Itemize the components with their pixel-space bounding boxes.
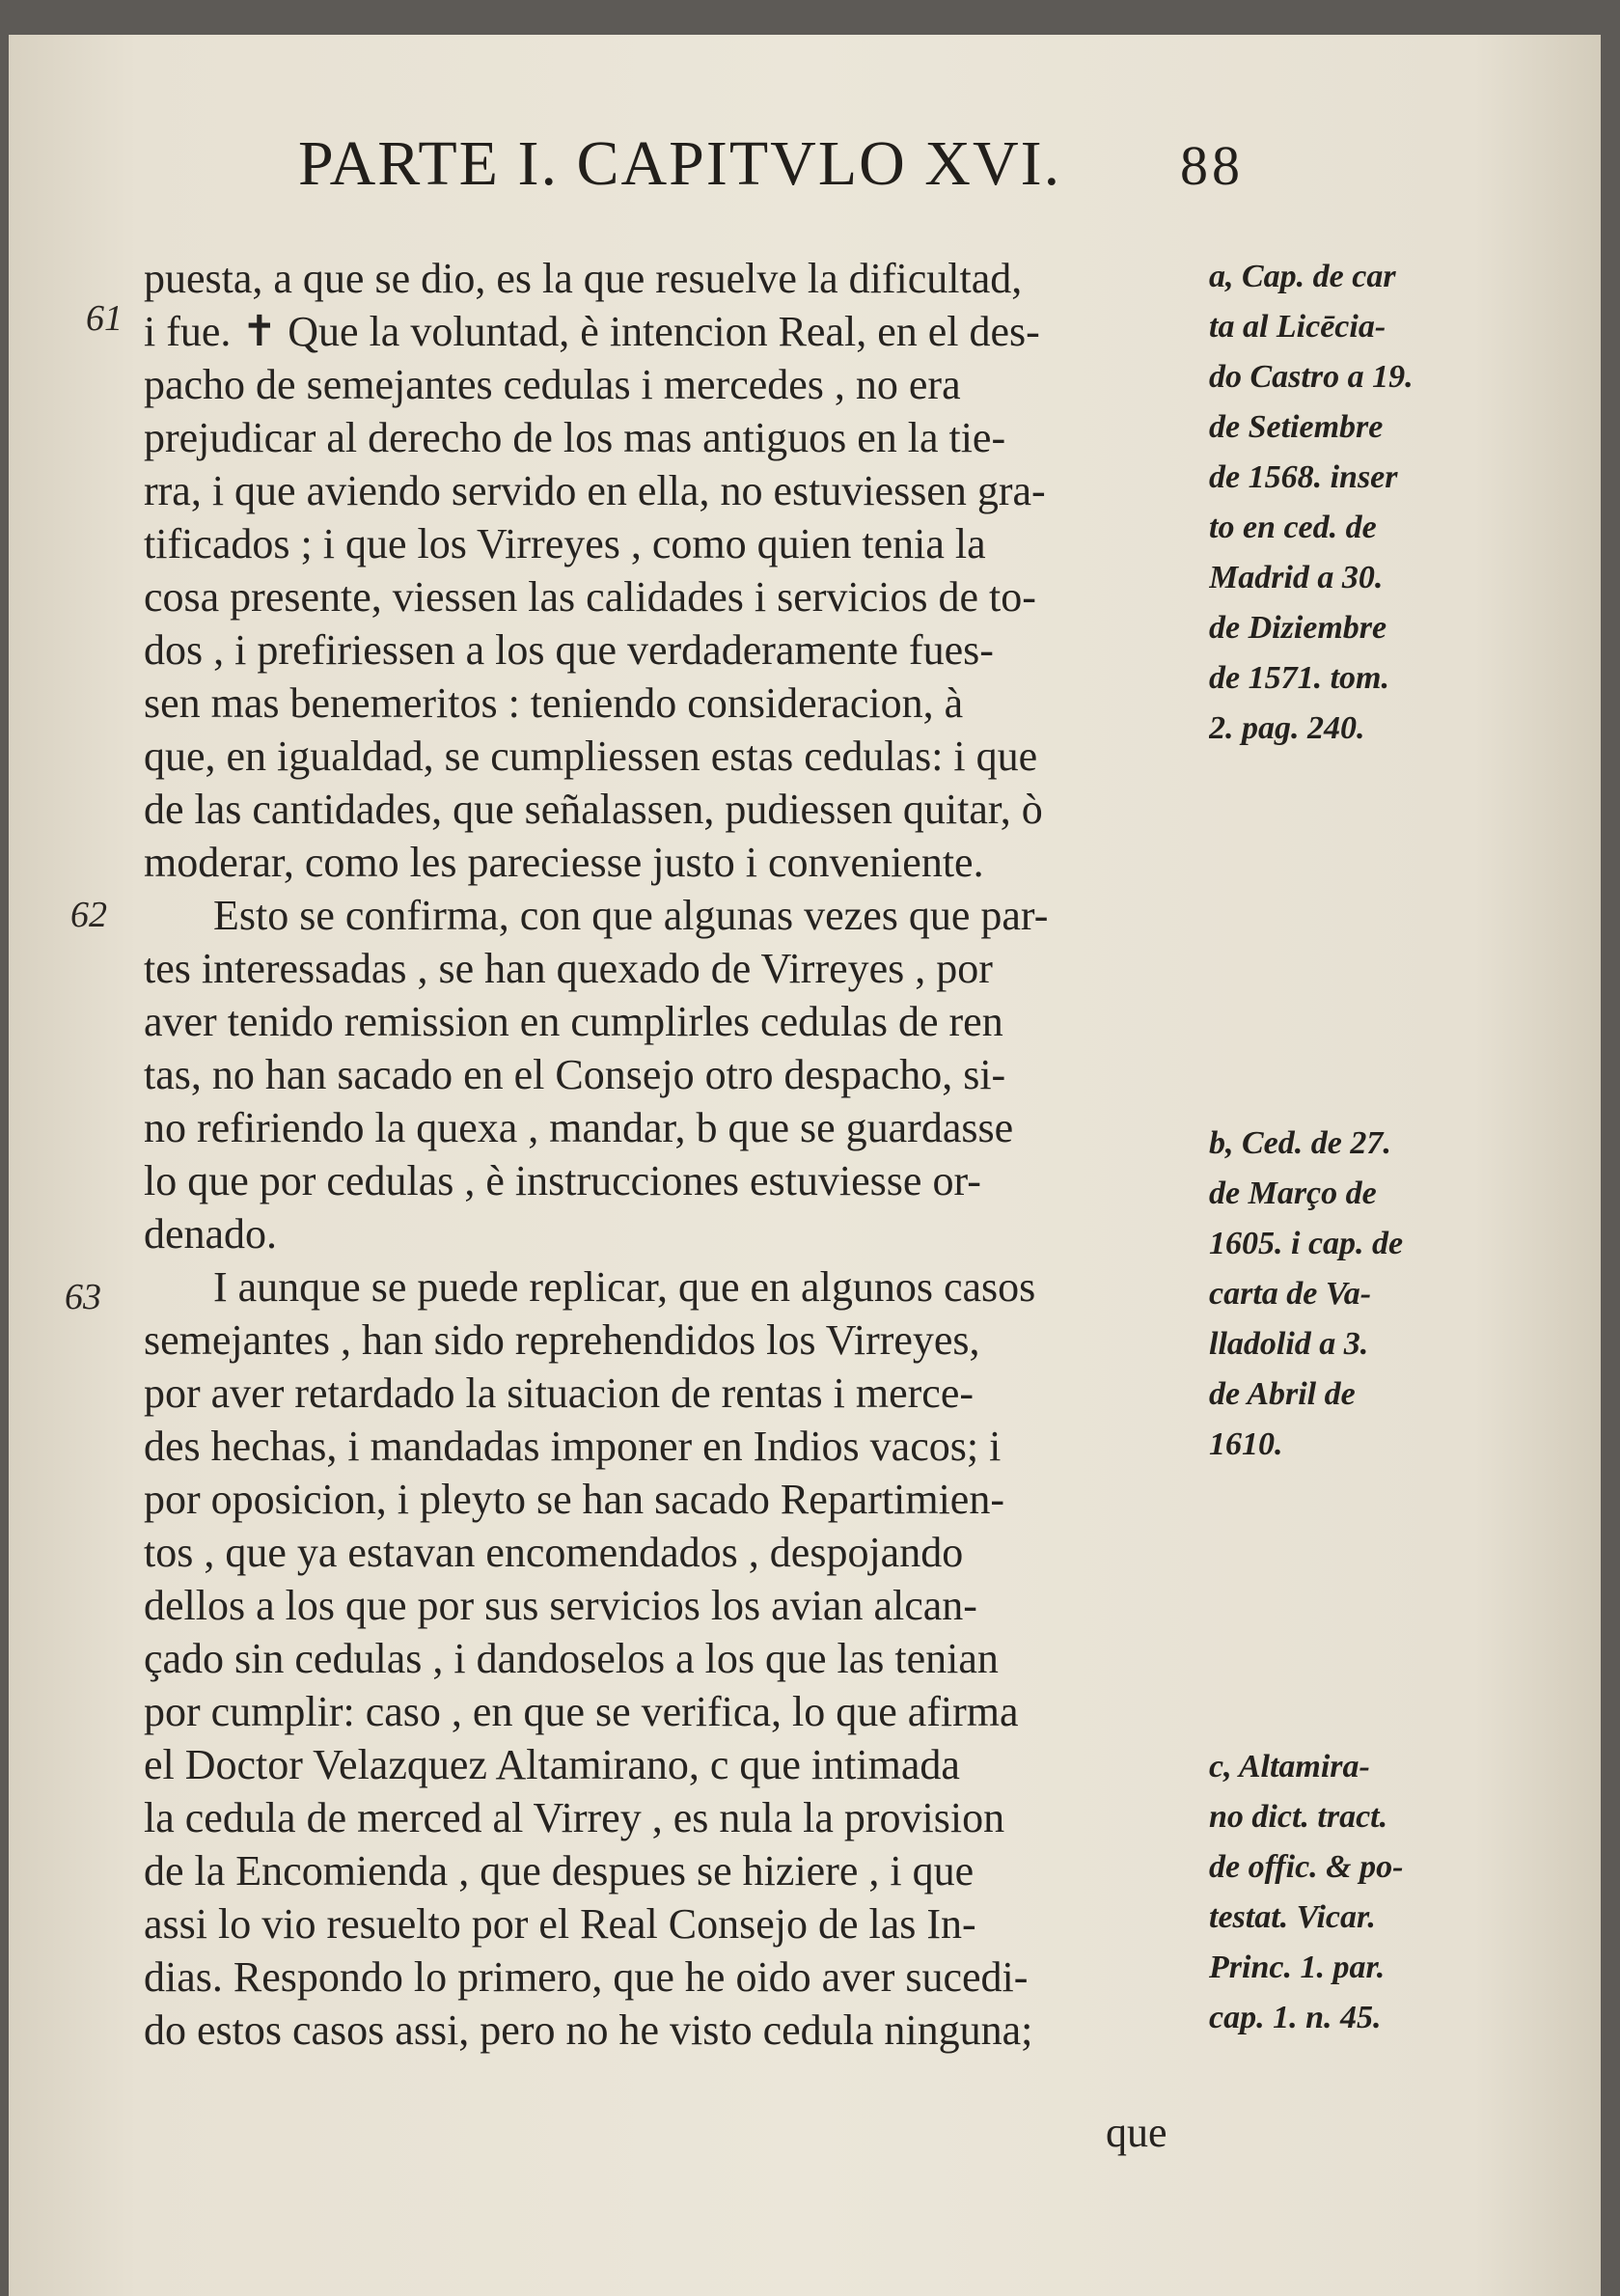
note-line: cap. 1. n. 45. [1209,2000,1382,2035]
text-line: do estos casos assi, pero no he visto cedula ninguna; [144,2006,1033,2054]
note-line: ta al Licēcia- [1209,309,1387,345]
running-title: PARTE I. CAPITVLO XVI. [298,128,1062,199]
note-line: lladolid a 3. [1209,1326,1369,1362]
folio-number: 88 [1180,134,1244,197]
text-line: dellos a los que por sus servicios los avian alcan- [144,1582,977,1629]
note-line: b, Ced. de 27. [1209,1125,1391,1161]
text-line: I aunque se puede replicar, que en algunos casos [213,1263,1036,1311]
text-line: des hechas, i mandadas imponer en Indios vacos; i [144,1423,1002,1470]
text-line: assi lo vio resuelto por el Real Consejo de las In- [144,1900,976,1948]
paragraph-number: 62 [70,895,107,935]
text-line: por oposicion, i pleyto se han sacado Repartimien- [144,1476,1004,1523]
note-line: 1610. [1209,1426,1283,1462]
note-line: Princ. 1. par. [1209,1950,1386,1985]
text-line: Esto se confirma, con que algunas vezes que par- [213,892,1049,939]
text-line: lo que por cedulas , è instrucciones estuviesse or- [144,1157,981,1204]
note-line: de Diziembre [1209,610,1387,646]
note-line: carta de Va- [1209,1276,1372,1312]
text-line: de las cantidades, que señalassen, pudiessen quitar, ò [144,786,1043,833]
text-line: tificados ; i que los Virreyes , como quien tenia la [144,520,986,567]
catchword: que [1106,2109,1167,2156]
note-line: no dict. tract. [1209,1799,1388,1835]
text-line: que, en igualdad, se cumpliessen estas cedulas: i que [144,733,1038,780]
text-line: el Doctor Velazquez Altamirano, c que intimada [144,1741,960,1788]
text-line: por aver retardado la situacion de rentas i merce- [144,1369,975,1417]
text-line: tes interessadas , se han quexado de Virreyes , por [144,945,993,992]
text-line: moderar, como les pareciesse justo i conveniente. [144,839,984,886]
note-line: testat. Vicar. [1209,1899,1376,1935]
text-line: çado sin cedulas , i dandoselos a los que las tenian [144,1635,999,1682]
text-line: de la Encomienda , que despues se hiziere , i que [144,1847,975,1895]
text-line: dos , i prefiriessen a los que verdaderamente fues- [144,626,994,674]
note-line: do Castro a 19. [1209,359,1414,395]
note-line: c, Altamira- [1209,1749,1370,1784]
paragraph-number: 61 [86,298,123,339]
text-line: la cedula de merced al Virrey , es nula la provision [144,1794,1005,1841]
text-line: i fue. ✝ Que la voluntad, è intencion Real, en el des- [144,308,1040,355]
running-header [298,127,1244,234]
note-line: de offic. & po- [1209,1849,1404,1885]
note-line: Madrid a 30. [1209,560,1384,595]
text-line: tas, no han sacado en el Consejo otro despacho, si- [144,1051,1006,1098]
note-line: to en ced. de [1209,510,1377,545]
text-line: pacho de semejantes cedulas i mercedes , no era [144,361,961,408]
text-line: aver tenido remission en cumplirles cedulas de ren [144,998,1003,1045]
note-line: 1605. i cap. de [1209,1226,1404,1261]
text-line: semejantes , han sido reprehendidos los Virreyes, [144,1316,980,1364]
note-line: de Março de [1209,1176,1377,1211]
text-line: rra, i que aviendo servido en ella, no estuviessen gra- [144,467,1046,514]
note-line: a, Cap. de car [1209,259,1396,294]
text-line: no refiriendo la quexa , mandar, b que se guardasse [144,1104,1014,1151]
note-line: de 1568. inser [1209,459,1398,495]
text-line: sen mas benemeritos : teniendo consideracion, à [144,679,964,727]
note-line: de Setiembre [1209,409,1384,445]
text-line: denado. [144,1210,278,1258]
text-line: cosa presente, viessen las calidades i servicios de to- [144,573,1036,621]
text-line: prejudicar al derecho de los mas antiguos en la tie- [144,414,1006,461]
note-line: de Abril de [1209,1376,1356,1412]
paragraph-number: 63 [65,1277,101,1317]
text-line: tos , que ya estavan encomendados , despojando [144,1529,964,1576]
note-line: 2. pag. 240. [1209,710,1365,746]
note-line: de 1571. tom. [1209,660,1389,696]
text-line: puesta, a que se dio, es la que resuelve la dificultad, [144,255,1023,302]
text-line: dias. Respondo lo primero, que he oido aver sucedi- [144,1953,1029,2001]
text-line: por cumplir: caso , en que se verifica, lo que afirma [144,1688,1019,1735]
book-page [9,35,1601,2296]
